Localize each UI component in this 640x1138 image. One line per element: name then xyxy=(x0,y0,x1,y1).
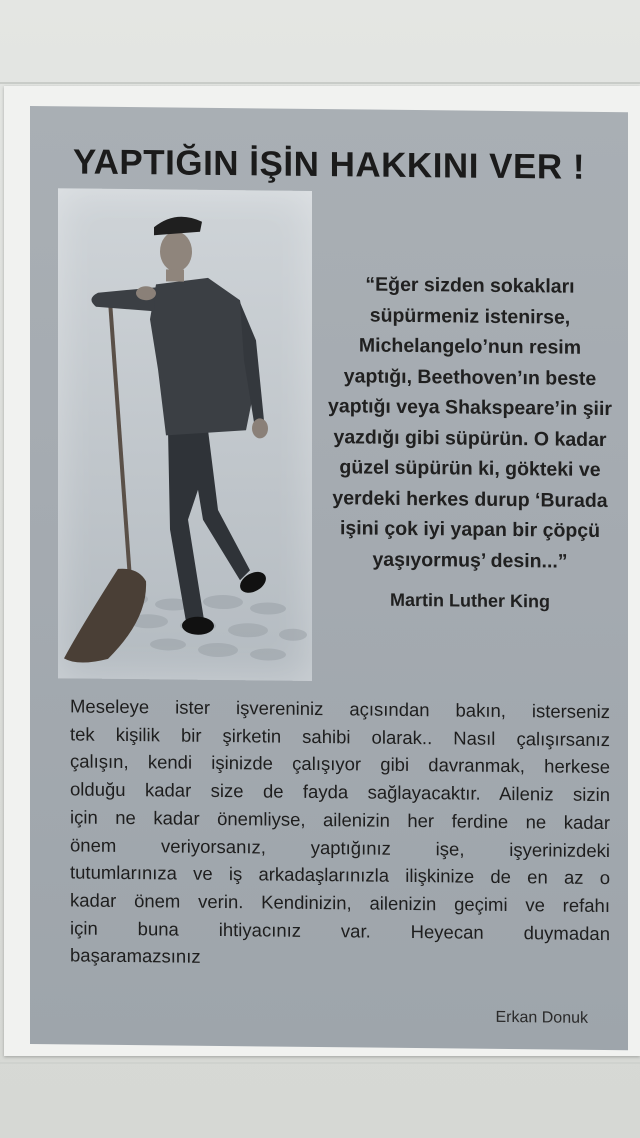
broom-handle xyxy=(110,301,130,579)
face xyxy=(160,231,192,271)
body-line: Meseleye ister işvereniniz açısından bakın, isterseniz xyxy=(70,695,610,723)
body-line: başaramazsınız xyxy=(70,944,201,968)
body-paragraph xyxy=(70,692,610,975)
quote-line: yerdeki herkes durup ‘Burada xyxy=(332,486,608,512)
quote-line: işini çok iyi yapan bir çöpçü xyxy=(339,517,601,542)
wall-shadow-line xyxy=(0,1062,640,1064)
jacket xyxy=(150,277,254,436)
body-line: tutumlarınıza ve iş arkadaşlarınızla ilişkinize de en az o xyxy=(70,861,610,889)
quote-line: Michelangelo’nun resim xyxy=(358,334,582,359)
body-line: çalışın, kendi işinizde çalışıyor gibi davranmak, herkese xyxy=(70,750,610,778)
body-line: olduğu kadar size de fayda sağlayacaktır. Aileniz sizin xyxy=(70,778,610,806)
body-line: kadar önem verin. Kendinizin, ailenizin geçimi ve refahı xyxy=(70,889,610,916)
quote-line: güzel süpürün ki, gökteki ve xyxy=(339,456,601,481)
quote-line: yazdığı gibi süpürün. O kadar xyxy=(333,425,607,451)
poster xyxy=(30,106,628,1050)
quote-block xyxy=(320,269,620,577)
poster-title: YAPTIĞIN İŞİN HAKKINI VER ! xyxy=(73,142,585,187)
quote-line: yaşıyormuş’ desin...” xyxy=(372,548,568,573)
quote-line: yaptığı, Beethoven’ın beste xyxy=(343,364,597,390)
wall-edge xyxy=(0,82,640,84)
broom-bristles xyxy=(64,568,146,663)
quote-line: süpürmeniz istenirse, xyxy=(369,304,571,329)
quote-line: “Eğer sizden sokakları xyxy=(365,273,575,298)
cap xyxy=(154,216,202,235)
body-line: önem veriyorsanız, yaptığınız işe, işyerinizdeki xyxy=(70,833,610,861)
quote-line: yaptığı veya Shakspeare’in şiir xyxy=(328,395,612,421)
quote-author: Martin Luther King xyxy=(390,589,550,612)
sweeper-illustration xyxy=(58,188,312,681)
body-line: tek kişilik bir şirketin sahibi olarak.. Nasıl çalışırsanız xyxy=(70,723,610,750)
sweeper-photo xyxy=(58,188,312,681)
body-line: için buna ihtiyacınız var. Heyecan duymadan xyxy=(70,917,610,944)
body-line: için ne kadar önemliyse, ailenizin her ferdine ne kadar xyxy=(70,806,610,833)
trousers xyxy=(168,429,250,622)
signature: Erkan Donuk xyxy=(495,1008,588,1027)
